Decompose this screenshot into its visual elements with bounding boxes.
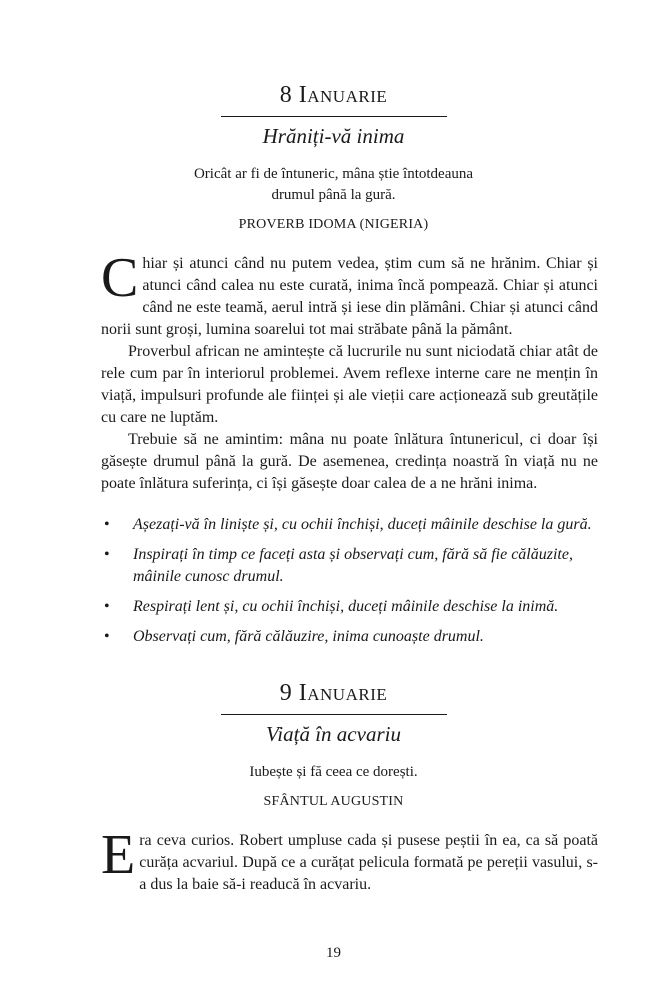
list-item-text: Inspirați în timp ce faceți asta și observați cum, fără să fie călăuzite, mâinile cunosc drumul. <box>133 546 573 585</box>
drop-cap: E <box>101 824 136 886</box>
quote-attribution: PROVERB IDOMA (NIGERIA) <box>238 217 429 232</box>
date-day: 8 <box>279 82 293 108</box>
paragraph: Trebuie să ne amintim: mâna nu poate înlătura întunericul, ci doar își găsește drumul până la gură. De asemenea, credința noastră în viață nu ne poate înlătura suferința, ci își găsește doar calea de a ne hrăni inima. <box>101 431 598 492</box>
heading-rule <box>221 116 447 117</box>
epigraph-quote <box>134 762 534 783</box>
exercise-list <box>0 514 667 648</box>
list-item <box>0 596 598 618</box>
entry-january-9 <box>0 678 667 896</box>
bullet-icon: • <box>104 598 110 615</box>
body-text <box>0 247 667 495</box>
list-item <box>0 514 598 536</box>
entry-january-8 <box>0 80 667 656</box>
paragraph-text: ra ceva curios. Robert umpluse cada și pusese peștii în ea, ca să poată curăța acvariul. După ce a curățat pelicula formată pe pereții vasului, s-a dus la baie să-i readucă în acvariu. <box>139 832 598 893</box>
date-heading <box>0 678 667 708</box>
entry-title: Hrăniți-vă inima <box>262 124 405 148</box>
bullet-icon: • <box>104 628 110 645</box>
list-item <box>0 626 598 648</box>
entry-title: Viață în acvariu <box>266 722 401 746</box>
date-month: Ianuarie <box>298 680 388 706</box>
list-item <box>0 544 598 588</box>
quote-line: Iubește și fă ceea ce dorești. <box>249 764 418 780</box>
quote-attribution: SFÂNTUL AUGUSTIN <box>263 794 404 809</box>
body-text <box>0 824 667 896</box>
quote-line: Oricât ar fi de întuneric, mâna știe întotdeauna <box>193 166 474 182</box>
paragraph-text: hiar și atunci când nu putem vedea, știm cum să ne hrănim. Chiar și atunci când calea nu este curată, inima încă pompează. Chiar și atunci când ne este teamă, aerul intră și iese din plămâni. Chiar și atunci când norii sunt groși, lumina soarelui tot mai străbate până la pământ. <box>101 255 598 338</box>
quote-line: drumul până la gură. <box>271 187 396 203</box>
bullet-icon: • <box>104 546 110 563</box>
paragraph <box>101 247 598 341</box>
list-item-text: Observați cum, fără călăuzire, inima cunoaște drumul. <box>133 628 484 645</box>
paragraph: Proverbul african ne amintește că lucrurile nu sunt niciodată chiar atât de rele cum par în interiorul problemei. Avem reflexe interne care ne mențin în viață, impulsuri profunde ale ființei și ale vieții care acționează sub greutățile cu care ne luptăm. <box>101 343 598 426</box>
page-number: 19 <box>326 945 341 961</box>
bullet-icon: • <box>104 516 110 533</box>
drop-cap: C <box>101 247 139 309</box>
heading-rule <box>221 714 447 715</box>
date-month: Ianuarie <box>298 82 388 108</box>
date-day: 9 <box>279 680 293 706</box>
paragraph <box>101 824 598 896</box>
date-heading <box>0 80 667 110</box>
epigraph-quote <box>134 164 534 206</box>
list-item-text: Așezați-vă în liniște și, cu ochii închiși, duceți mâinile deschise la gură. <box>133 516 592 533</box>
list-item-text: Respirați lent și, cu ochii închiși, duceți mâinile deschise la inimă. <box>133 598 559 615</box>
